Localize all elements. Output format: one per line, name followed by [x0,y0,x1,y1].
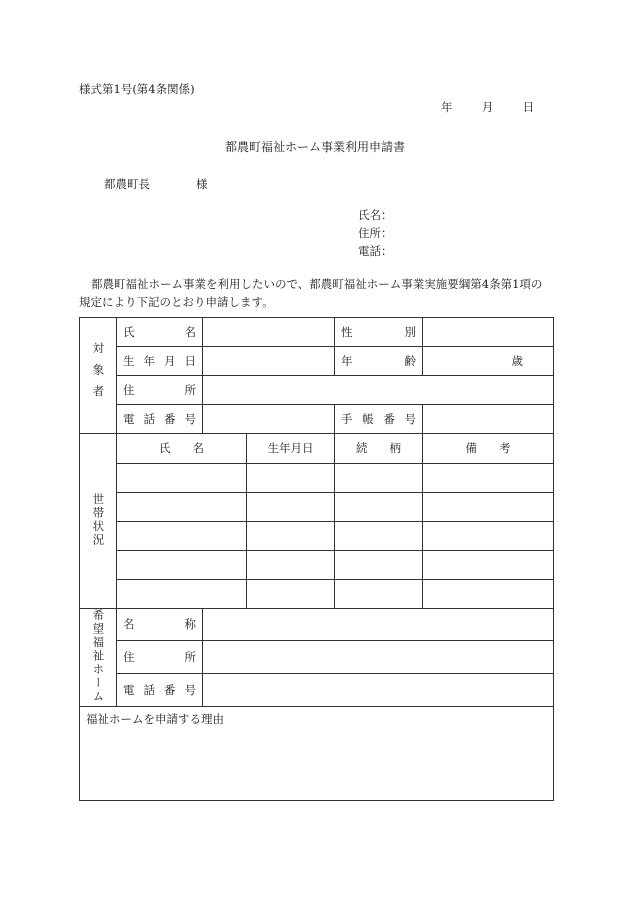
subject-gender-label: 性 別 [335,318,423,347]
subject-section-label: 対象者 [80,318,117,434]
household-row-birthdate[interactable] [247,551,335,580]
subject-address-label: 住 所 [117,376,203,405]
home-name-field[interactable] [203,609,554,641]
applicant-address-label: 住所： [358,226,393,240]
household-row-birthdate[interactable] [247,522,335,551]
subject-birthdate-field[interactable] [203,347,335,376]
home-address-label: 住 所 [117,641,203,673]
date-year: 年 [441,100,453,114]
subject-name-label: 氏 名 [117,318,203,347]
intro-line-2: 規定により下記のとおり申請します。 [79,295,274,309]
home-name-label: 名 称 [117,609,203,641]
household-row-remarks[interactable] [423,522,554,551]
home-phone-label: 電 話 番 号 [117,673,203,706]
household-row-birthdate[interactable] [247,464,335,493]
subject-phone-label: 電 話 番 号 [117,405,203,434]
household-row-name[interactable] [117,522,247,551]
subject-age-label: 年 齢 [335,347,423,376]
intro-line-1: 都農町福祉ホーム事業を利用したいので、都農町福祉ホーム事業実施要綱第4条第1項の [91,277,543,291]
household-row-birthdate[interactable] [247,493,335,522]
household-col-relation: 続 柄 [335,434,423,464]
household-row-remarks[interactable] [423,551,554,580]
subject-name-field[interactable] [203,318,335,347]
application-table [79,317,554,801]
subject-handbook-field[interactable] [423,405,554,434]
household-row-relation[interactable] [335,580,423,609]
household-row-relation[interactable] [335,464,423,493]
household-row-birthdate[interactable] [247,580,335,609]
date-line [441,99,534,115]
household-row-name[interactable] [117,551,247,580]
date-day: 日 [522,100,535,114]
subject-address-field[interactable] [203,376,554,405]
subject-gender-field[interactable] [423,318,554,347]
reason-label: 福祉ホームを申請する理由 [86,712,224,727]
applicant-phone-label: 電話： [358,244,393,258]
household-col-birthdate: 生年月日 [247,434,335,464]
household-section-label: 世帯状況 [80,434,117,609]
household-col-name: 氏 名 [117,434,247,464]
household-row-remarks[interactable] [423,493,554,522]
household-row-relation[interactable] [335,522,423,551]
household-row-name[interactable] [117,580,247,609]
date-month: 月 [481,100,494,114]
household-row-remarks[interactable] [423,580,554,609]
addressee-honorific: 様 [196,177,208,191]
household-row-name[interactable] [117,464,247,493]
subject-phone-field[interactable] [203,405,335,434]
household-row-remarks[interactable] [423,464,554,493]
subject-birthdate-label: 生 年 月 日 [117,347,203,376]
reason-field[interactable] [80,707,554,801]
document-title: 都農町福祉ホーム事業利用申請書 [225,140,406,154]
applicant-name-label: 氏名： [358,208,393,222]
household-col-remarks: 備 考 [423,434,554,464]
form-number: 様式第1号(第4条関係) [79,82,195,96]
home-phone-field[interactable] [203,673,554,706]
addressee [104,176,208,192]
household-row-name[interactable] [117,493,247,522]
home-address-field[interactable] [203,641,554,673]
age-unit: 歳 [511,353,523,368]
household-row-relation[interactable] [335,493,423,522]
household-row-relation[interactable] [335,551,423,580]
subject-age-field[interactable] [423,347,554,376]
home-section-label: 希望福祉ホーム [80,609,117,707]
addressee-name: 都農町長 [104,177,150,191]
subject-handbook-label: 手 帳 番 号 [335,405,423,434]
